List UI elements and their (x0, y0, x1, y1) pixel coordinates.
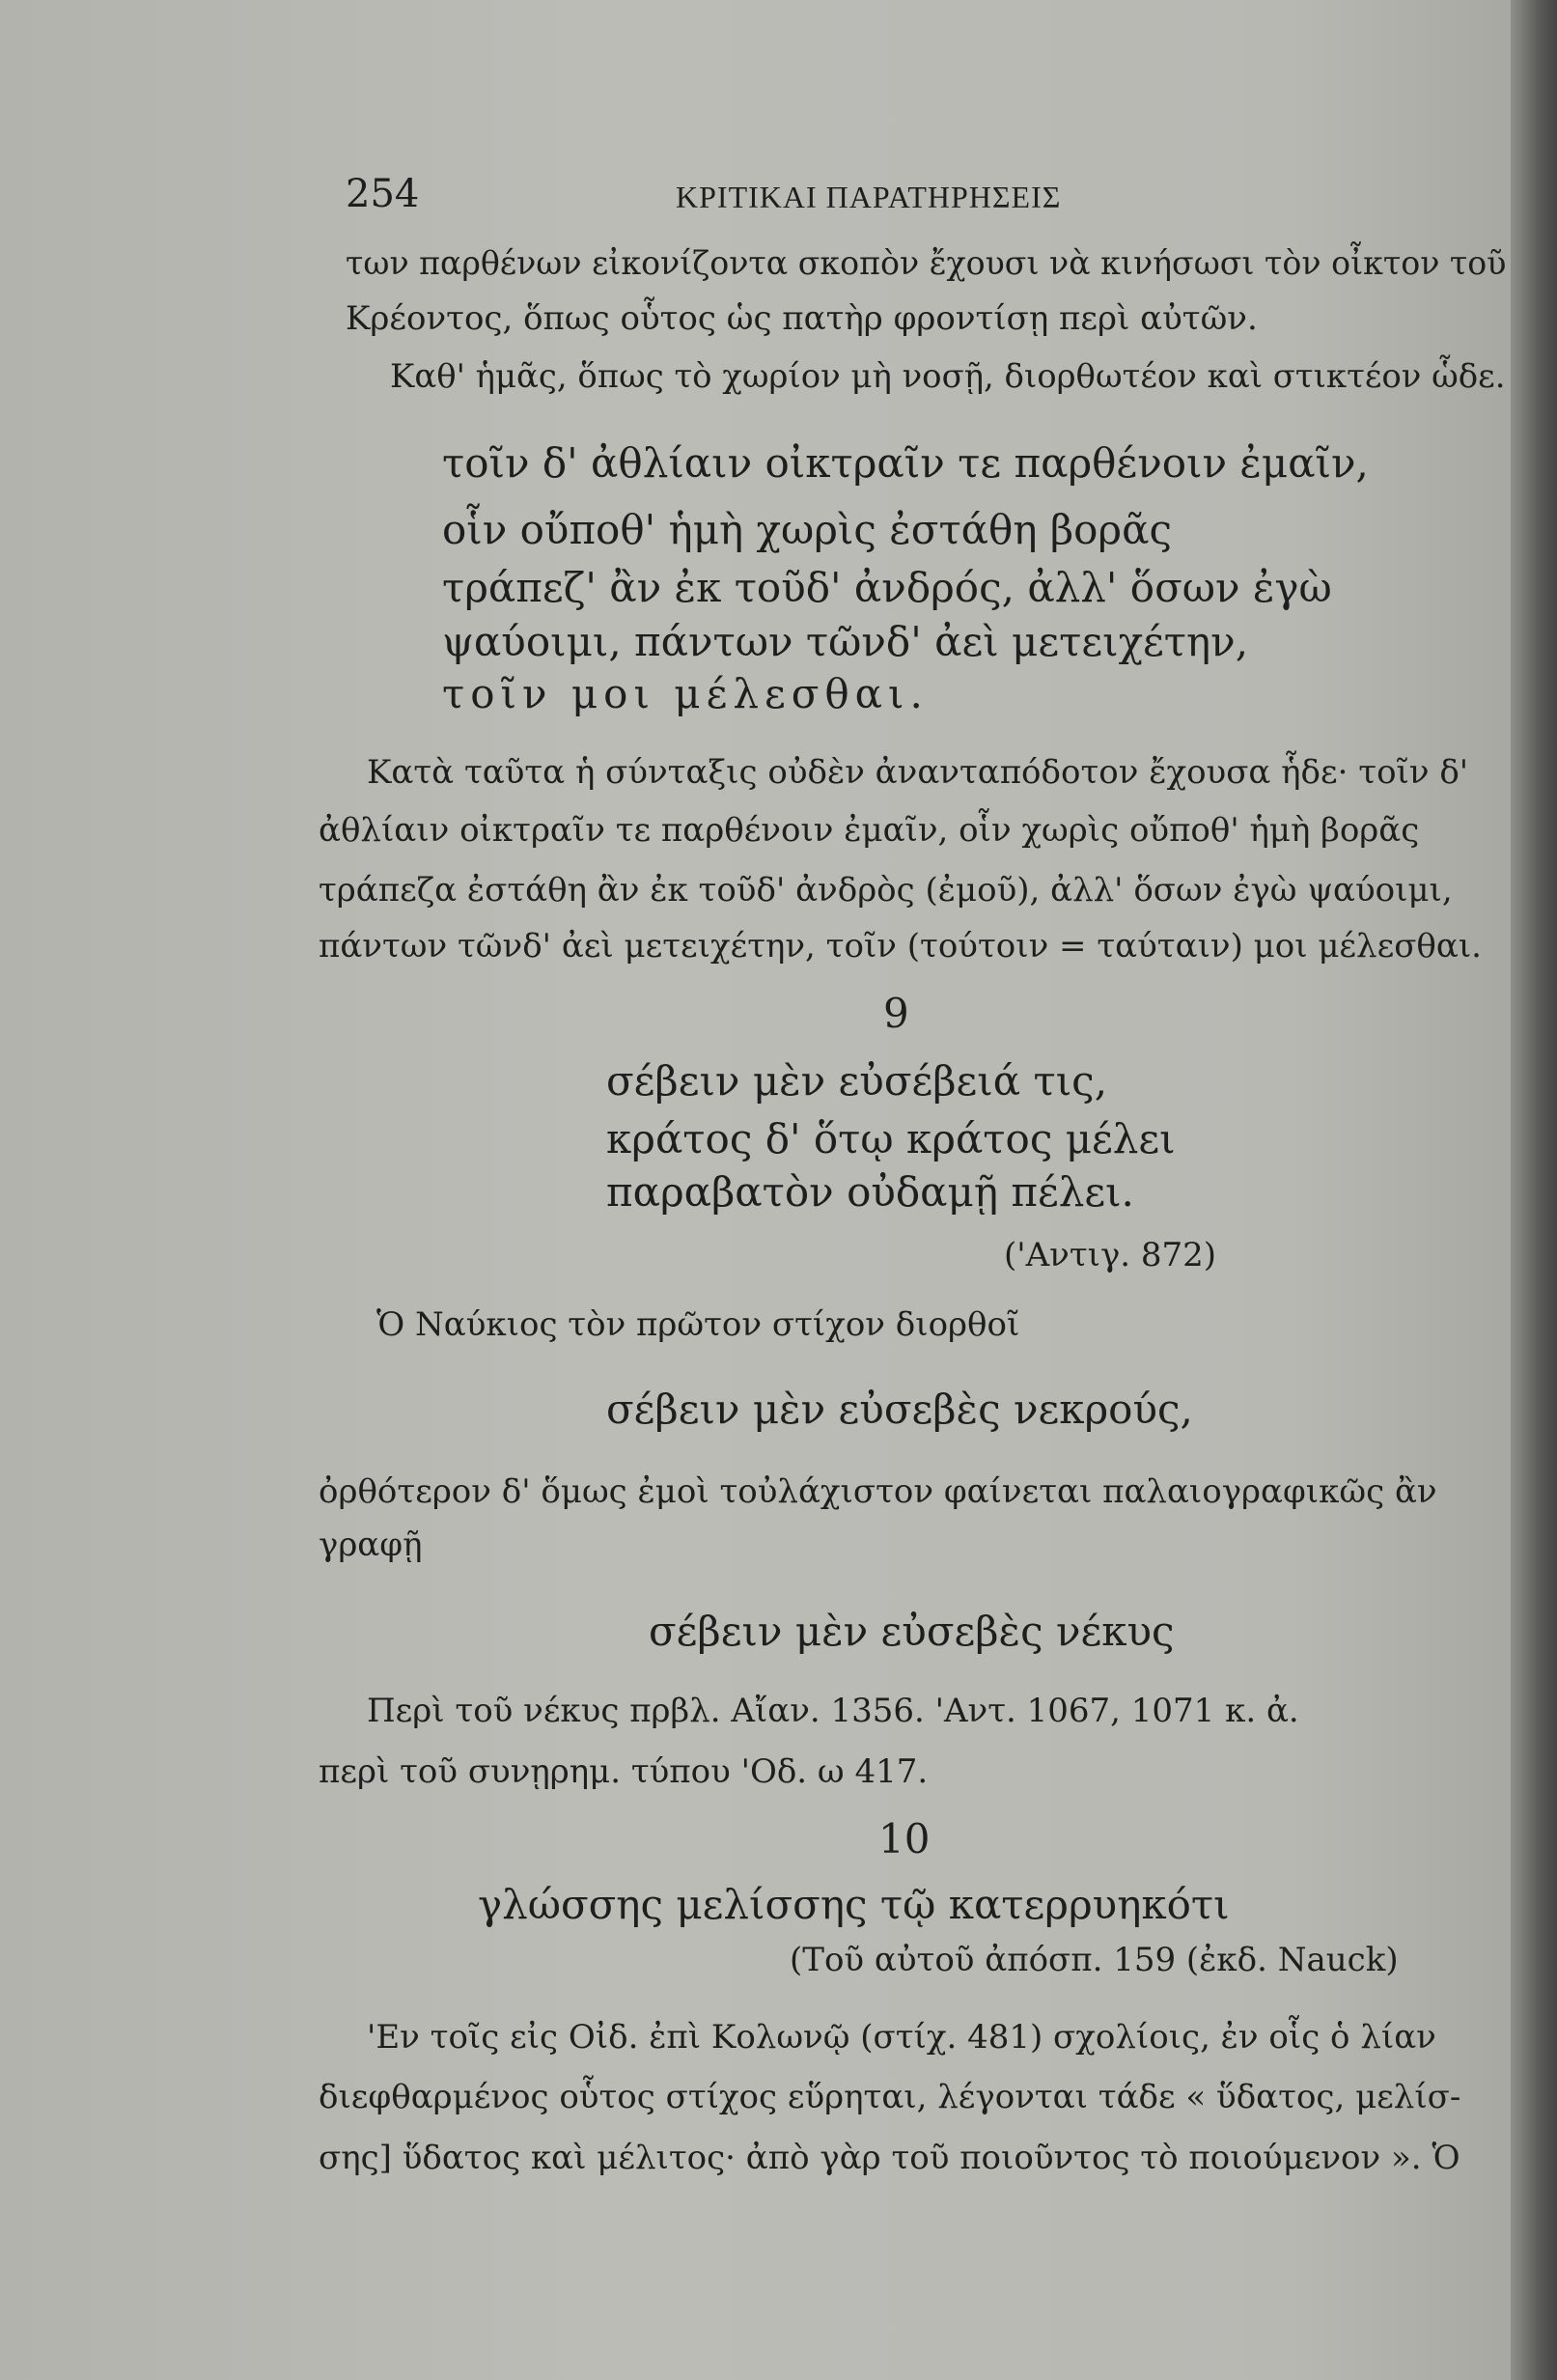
text-line: διεφθαρμένος οὗτος στίχος εὕρηται, λέγονται τάδε « ὕδατος, μελίσ- (319, 2078, 1461, 2116)
section-number: 9 (883, 990, 909, 1037)
text-line: γραφῇ (319, 1526, 423, 1564)
text-line: τράπεζα ἐστάθη ἂν ἐκ τοῦδ' ἀνδρὸς (ἐμοῦ), ἀλλ' ὅσων ἐγὼ ψαύοιμι, (319, 871, 1453, 910)
text-line: περὶ τοῦ συνῃρημ. τύπου 'Οδ. ω 417. (319, 1752, 929, 1791)
citation: (Τοῦ αὐτοῦ ἀπόσπ. 159 (ἐκδ. Nauck) (790, 1941, 1399, 1979)
text-line: σης] ὕδατος καὶ μέλιτος· ἀπὸ γὰρ τοῦ ποιοῦντος τὸ ποιούμενον ». Ὁ (319, 2139, 1460, 2177)
text-line: Κρέοντος, ὅπως οὗτος ὡς πατὴρ φροντίσῃ περὶ αὐτῶν. (346, 299, 1258, 338)
verse-line: σέβειν μὲν εὐσεβὲς νεκρούς, (606, 1386, 1193, 1433)
text-line: Περὶ τοῦ νέκυς πρβλ. Αἴαν. 1356. 'Αντ. 1067, 1071 κ. ἀ. (367, 1692, 1299, 1730)
verse-line: σέβειν μὲν εὐσέβειά τις, (606, 1057, 1108, 1105)
page-number: 254 (346, 172, 420, 216)
verse-line: γλώσσης μελίσσης τῷ κατερρυηκότι (478, 1881, 1230, 1928)
text-line: Καθ' ἡμᾶς, ὅπως τὸ χωρίον μὴ νοσῇ, διορθωτέον καὶ στικτέον ὧδε. (390, 357, 1506, 396)
verse-line: παραβατὸν οὐδαμῇ πέλει. (606, 1168, 1134, 1216)
text-line: 'Εν τοῖς εἰς Οἰδ. ἐπὶ Κολωνῷ (στίχ. 481) σχολίοις, ἐν οἷς ὁ λίαν (367, 2018, 1436, 2057)
verse-line: οἷν οὔποθ' ἡμὴ χωρὶς ἐστάθη βορᾶς (442, 506, 1172, 553)
text-line: των παρθένων εἰκονίζοντα σκοπὸν ἔχουσι νὰ κινήσωσι τὸν οἶκτον τοῦ (346, 244, 1507, 283)
verse-line: κράτος δ' ὅτῳ κράτος μέλει (606, 1115, 1176, 1162)
section-number: 10 (878, 1815, 931, 1862)
text-line: ὀρθότερον δ' ὅμως ἐμοὶ τοὐλάχιστον φαίνεται παλαιογραφικῶς ἂν (319, 1472, 1437, 1511)
text-line: Ὁ Ναύκιος τὸν πρῶτον στίχον διορθοῖ (376, 1305, 1020, 1344)
verse-line: τράπεζ' ἂν ἐκ τοῦδ' ἀνδρός, ἀλλ' ὅσων ἐγὼ (442, 564, 1332, 611)
running-title: ΚΡΙΤΙΚΑΙ ΠΑΡΑΤΗΡΗΣΕΙΣ (676, 180, 1062, 214)
verse-line: ψαύοιμι, πάντων τῶνδ' ἀεὶ μετειχέτην, (442, 618, 1249, 665)
verse-line: τοῖν δ' ἀθλίαιν οἰκτραῖν τε παρθένοιν ἐμαῖν, (442, 439, 1369, 487)
page-binding-edge (1511, 0, 1557, 2380)
text-line: ἀθλίαιν οἰκτραῖν τε παρθένοιν ἐμαῖν, οἷν χωρὶς οὔποθ' ἡμὴ βορᾶς (319, 811, 1420, 850)
text-line: πάντων τῶνδ' ἀεὶ μετειχέτην, τοῖν (τούτοιν = ταύταιν) μοι μέλεσθαι. (319, 927, 1482, 966)
verse-line: σέβειν μὲν εὐσεβὲς νέκυς (649, 1608, 1175, 1655)
verse-line: τοῖν μοι μέλεσθαι. (442, 670, 929, 717)
text-line: Κατὰ ταῦτα ἡ σύνταξις οὐδὲν ἀνανταπόδοτον ἔχουσα ἧδε· τοῖν δ' (367, 753, 1469, 792)
citation: ('Αντιγ. 872) (1004, 1236, 1217, 1274)
